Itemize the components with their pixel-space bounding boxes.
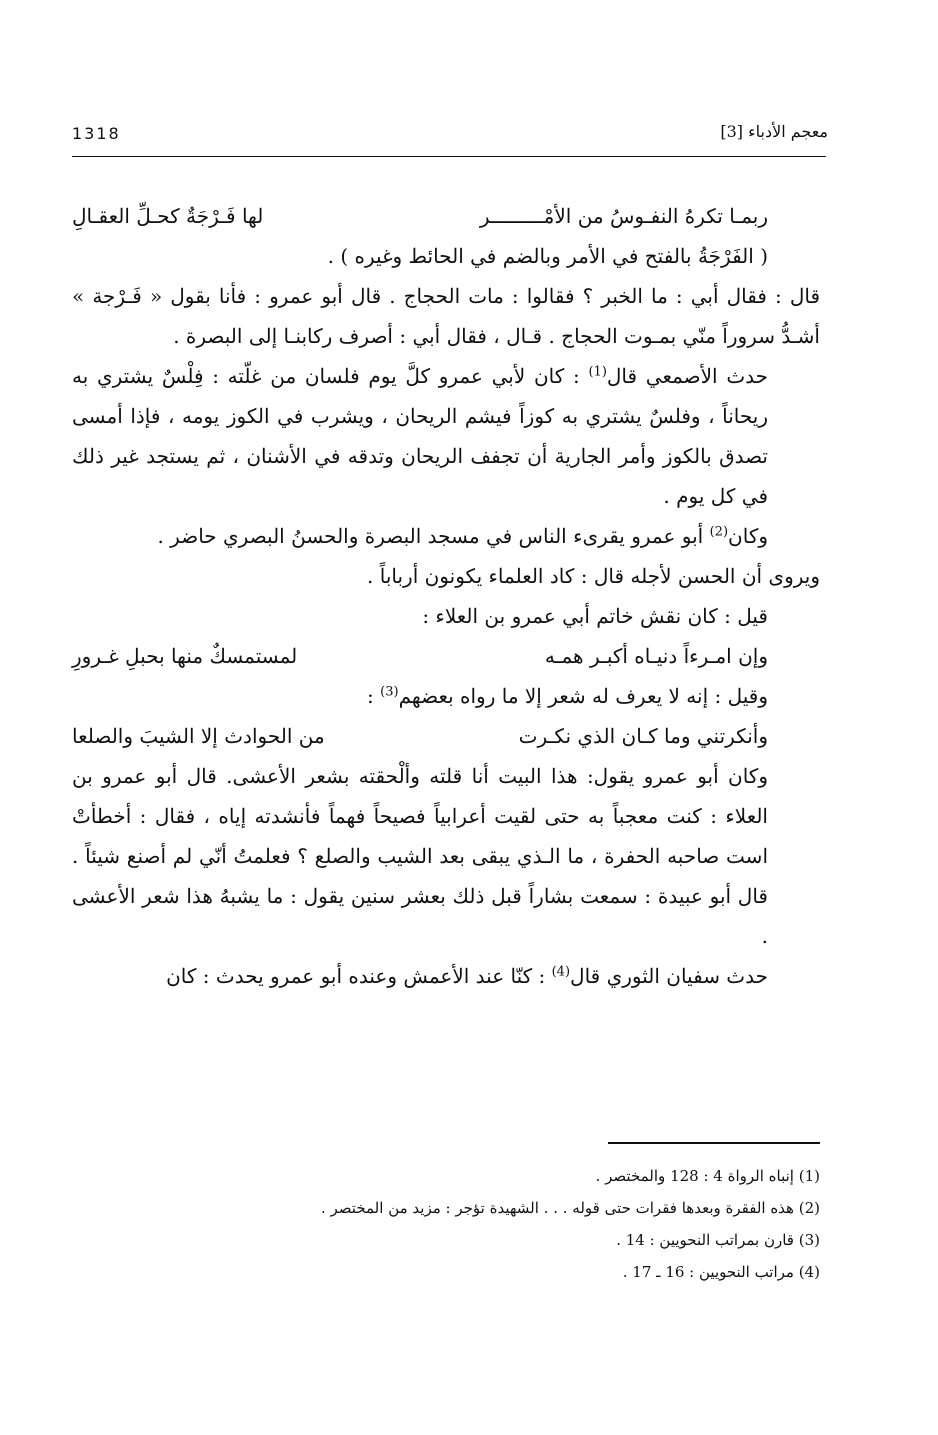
footnote: (1) إنباه الرواة 4 : 128 والمختصر . (595, 1167, 820, 1185)
footnote: (2) هذه الفقرة وبعدها فقرات حتى قوله . . . الشهيدة تؤجر : مزيد من المختصر . (320, 1199, 820, 1217)
footnote: (4) مراتب النحويين : 16 ـ 17 . (622, 1263, 820, 1281)
paragraph (72, 676, 820, 716)
verse-second-hemistich: لمستمسكٌ منها بحبلِ غـرورِ (72, 644, 298, 668)
main-text (72, 196, 820, 996)
footnote-separator (608, 1142, 820, 1144)
verse-first-hemistich: وأنكرتني وما كـان الذي نكـرت (518, 724, 768, 748)
paragraph-text: : كان لأبي عمرو كلَّ يوم فلسان من غلّته : فِلْسٌ يشتري به ريحاناً ، وفلسٌ يشتري به كوزاً فيشم الريحان ، ويشرب في الكوز يومه ، فإذا أمسى تصدق بالكوز وأمر الجارية أن تجفف الريحان وتدقه في الأشنان ، ثم يستجد غير ذلك في كل يوم . (72, 364, 768, 508)
footnote-reference: (2) (709, 524, 729, 540)
paragraph-text: : كنّا عند الأعمش وعنده أبو عمرو يحدث : كان (166, 964, 552, 988)
paragraph-text: وقيل : إنه لا يعرف له شعر إلا ما رواه بعضهم (398, 684, 768, 708)
page-number: 1318 (72, 124, 121, 143)
paragraph: قيل : كان نقش خاتم أبي عمرو بن العلاء : (422, 604, 768, 628)
paragraph (72, 516, 820, 556)
paragraph (72, 356, 820, 516)
paragraph: ( الفَرْجَةُ بالفتح في الأمر وبالضم في الحائط وغيره ) . (327, 244, 768, 268)
header-rule (72, 156, 826, 157)
paragraph (72, 956, 820, 996)
verse-first-hemistich: وإن امـرءاً دنيـاه أكبـر همـه (544, 644, 768, 668)
paragraph-text: حدث سفيان الثوري قال (570, 964, 768, 988)
verse-line (72, 196, 820, 236)
footnote-reference: (4) (551, 964, 571, 980)
footnotes (72, 1160, 820, 1288)
page-header (72, 122, 828, 156)
paragraph: ويروى أن الحسن لأجله قال : كاد العلماء يكونون أرباباً . (367, 564, 820, 588)
verse-line (72, 636, 820, 676)
verse-second-hemistich: من الحوادث إلا الشيبَ والصلعا (72, 724, 325, 748)
footnote-reference: (1) (588, 364, 607, 380)
running-title: معجم الأدباء [3] (720, 122, 828, 141)
verse-first-hemistich: ربمـا تكرهُ النفـوسُ من الأمْـــــــــر (479, 204, 768, 228)
paragraph-text: أبو عمرو يقرىء الناس في مسجد البصرة والحسنُ البصري حاضر . (157, 524, 710, 548)
paragraph-text: حدث الأصمعي قال (606, 364, 769, 388)
paragraph: وكان أبو عمرو يقول: هذا البيت أنا قلته وألْحقته بشعر الأعشى. قال أبو عمرو بن العلاء : كنت معجباً به حتى لقيت أعرابياً فصيحاً فهماً فأنشدته إياه ، فقال : أخطأتْ است صاحبه الحفرة ، ما الـذي يبقى بعد الشيب والصلع ؟ فعلمتُ أنّي لم أصنع شيئاً . قال أبو عبيدة : سمعت بشاراً قبل ذلك بعشر سنين يقول : ما يشبهُ هذا شعر الأعشى . (72, 764, 768, 948)
verse-line (72, 716, 820, 756)
paragraph-text: : (367, 684, 381, 708)
footnote: (3) قارن بمراتب النحويين : 14 . (616, 1231, 820, 1249)
verse-second-hemistich: لها فَـرْجَةٌ كحـلِّ العقـالِ (72, 204, 264, 228)
footnote-reference: (3) (380, 684, 399, 700)
paragraph: قال : فقال أبي : ما الخبر ؟ فقالوا : مات الحجاج . قال أبو عمرو : فأنا بقول « فَـرْجة » أشـدُّ سروراً منّي بمـوت الحجاج . قـال ، فقال أبي : أصرف ركابنـا إلى البصرة . (72, 284, 820, 348)
paragraph-text: وكان (728, 524, 768, 548)
